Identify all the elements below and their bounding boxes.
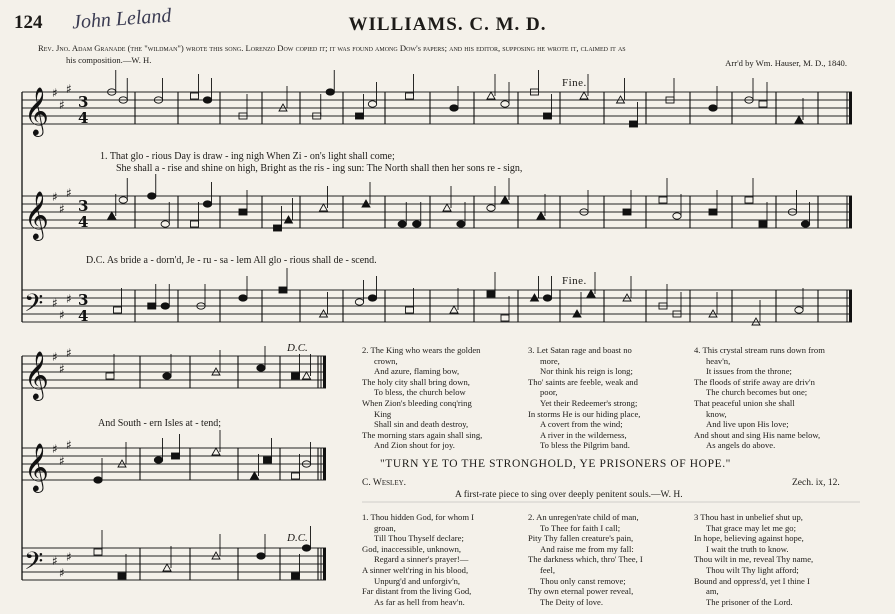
note-head	[251, 472, 259, 479]
treble-clef-icon: 𝄞	[24, 350, 49, 399]
bass-clef-icon: 𝄢	[24, 289, 44, 324]
verse-3: 3. Let Satan rage and boast no more, Nor think his reign is long; Tho' saints are feeble, weak and poor, Yet their Redeemer's strong; In storms He is our hiding place, A covert from the wind; A river in the wilderness, To bless the Pilgrim band.	[528, 345, 641, 451]
note-head	[443, 204, 451, 211]
note-head	[292, 573, 300, 579]
note-head	[279, 104, 287, 111]
note-head	[191, 221, 199, 227]
note-head	[239, 209, 247, 215]
sharp-icon: ♯	[59, 454, 65, 468]
sharp-icon: ♯	[52, 442, 58, 456]
note-head	[94, 549, 102, 555]
note-head	[501, 101, 509, 107]
note-head	[356, 113, 364, 119]
note-head	[801, 221, 809, 227]
note-head	[355, 299, 363, 305]
note-head	[119, 197, 127, 203]
time-signature-top: 3	[78, 291, 89, 309]
page-number: 124	[14, 12, 43, 33]
note-head	[320, 310, 328, 317]
note-head	[163, 564, 171, 571]
time-signature-bottom: 4	[78, 307, 89, 325]
note-head	[118, 573, 126, 579]
note-head	[759, 221, 767, 227]
note-head	[745, 197, 753, 203]
note-head	[398, 221, 406, 227]
sharp-icon: ♯	[59, 308, 65, 322]
sharp-icon: ♯	[52, 190, 58, 204]
treble-clef-icon: 𝄞	[24, 442, 49, 491]
sharp-icon: ♯	[52, 350, 58, 364]
note-head	[543, 295, 551, 301]
sharp-icon: ♯	[66, 82, 72, 96]
note-head	[752, 318, 760, 325]
note-head	[212, 368, 220, 375]
note-head	[279, 287, 287, 293]
note-head	[487, 291, 495, 297]
note-head	[413, 221, 421, 227]
hymn2-verse-2: 2. An unregen'rate child of man, To Thee for faith I call; Pity Thy fallen creature's pain, And raise me from my fall: The darkness which, thro' Thee, I feel, Thou only canst remove; Thy own eternal power reveal, The Deity of love.	[528, 512, 643, 607]
note-head	[544, 113, 552, 119]
fine-marker-bass: Fine.	[562, 275, 587, 287]
lyric-line-2: She shall a - rise and shine on high, Bright as the ris - ing sun: The North shall then her sons re - sign,	[116, 163, 523, 174]
treble-clef-icon: 𝄞	[24, 86, 49, 135]
note-head	[673, 213, 681, 219]
note-head	[285, 216, 293, 223]
note-head	[148, 193, 156, 199]
note-head	[172, 453, 180, 459]
sharp-icon: ♯	[59, 362, 65, 376]
note-head	[161, 221, 169, 227]
sharp-icon: ♯	[52, 86, 58, 100]
sharp-icon: ♯	[52, 554, 58, 568]
note-head	[623, 294, 631, 301]
note-head	[154, 457, 162, 463]
note-head	[587, 290, 595, 297]
verse-2: 2. The King who wears the golden crown, And azure, flaming bow, The holy city shall bring down, To bless, the church below When Zion's bleeding conq'ring King Shall sin and death destroy, The morning stars again shall sing, And Zion shout for joy.	[362, 345, 483, 451]
note-head	[148, 303, 156, 309]
note-head	[659, 197, 667, 203]
note-head	[531, 294, 539, 301]
credit-line-1: Rev. Jno. Adam Granade (the "wildman") wrote this song. Lorenzo Dow copied it; it was found among Dow's papers; and his editor, supposing he wrote it, claimed it as	[38, 43, 626, 53]
note-head	[163, 373, 171, 379]
hymn-title: WILLIAMS. C. M. D.	[348, 14, 547, 35]
sharp-icon: ♯	[66, 186, 72, 200]
note-head	[320, 204, 328, 211]
note-head	[362, 200, 370, 207]
note-head	[759, 101, 767, 107]
hymn2-verse-1: 1. Thou hidden God, for whom I groan, Till Thou Thyself declare; God, inaccessible, unknown, Regard a sinner's prayer!— A sinner welt'ring in his blood, Unpurg'd and unforgiv'n, Far distant from the living God, As far as hell from heav'n.	[362, 512, 475, 607]
handwritten-signature: John Leland	[71, 4, 173, 34]
sharp-icon: ♯	[52, 296, 58, 310]
note-head	[274, 225, 282, 231]
sharp-icon: ♯	[66, 346, 72, 360]
note-head	[450, 306, 458, 313]
dc-marker-bass: D.C.	[287, 532, 308, 544]
hymn2-verse-3: 3 Thou hast in unbelief shut up, That grace may let me go; In hope, believing against hope, I wait the truth to know. Thou wilt in me, reveal Thy name, Thou wilt Thy light afford; Bound and oppress'd, yet I thine I am, The prisoner of the Lord.	[694, 512, 814, 607]
lyric-line-4: And South - ern Isles at - tend;	[98, 418, 222, 429]
note-head	[114, 307, 122, 313]
sharp-icon: ♯	[66, 550, 72, 564]
note-head	[212, 448, 220, 455]
note-head	[303, 372, 311, 379]
note-head	[203, 201, 211, 207]
dc-marker-treble: D.C.	[287, 342, 308, 354]
note-head	[292, 373, 300, 379]
note-head	[302, 545, 310, 551]
note-head	[501, 315, 509, 321]
sharp-icon: ♯	[66, 292, 72, 306]
note-head	[623, 209, 631, 215]
treble-clef-icon: 𝄞	[24, 190, 49, 239]
note-head	[450, 105, 458, 111]
note-head	[118, 460, 126, 467]
note-head	[617, 96, 625, 103]
bass-clef-icon: 𝄢	[24, 547, 44, 582]
note-head	[108, 212, 116, 219]
note-head	[487, 205, 495, 211]
sharp-icon: ♯	[59, 98, 65, 112]
note-head	[264, 457, 272, 463]
note-head	[257, 553, 265, 559]
fine-marker-top: Fine.	[562, 77, 587, 89]
second-hymn-description: A first-rate piece to sing over deeply penitent souls.—W. H.	[455, 490, 683, 500]
note-head	[406, 307, 414, 313]
time-signature-top: 3	[78, 197, 89, 215]
note-head	[709, 310, 717, 317]
note-head	[326, 89, 334, 95]
sharp-icon: ♯	[59, 566, 65, 580]
note-head	[795, 116, 803, 123]
note-head	[795, 307, 803, 313]
note-head	[573, 310, 581, 317]
note-head	[487, 92, 495, 99]
note-head	[630, 121, 638, 127]
note-head	[709, 209, 717, 215]
note-head	[161, 303, 169, 309]
note-head	[580, 92, 588, 99]
note-head	[106, 373, 114, 379]
note-head	[537, 212, 545, 219]
time-signature-bottom: 4	[78, 213, 89, 231]
note-head	[94, 477, 102, 483]
lyric-line-1: 1. That glo - rious Day is draw - ing nigh When Zi - on's light shall come;	[100, 151, 395, 162]
note-head	[501, 196, 509, 203]
arranger-credit: Arr'd by Wm. Hauser, M. D., 1840.	[725, 58, 847, 68]
sharp-icon: ♯	[66, 438, 72, 452]
note-head	[203, 97, 211, 103]
verse-4: 4. This crystal stream runs down from heav'n, It issues from the throne; The floods of strife away are driv'n The church becomes but one; That peaceful union she shall know, And live upon His love; And shout and sing His name below, As angels do above.	[694, 345, 825, 451]
note-head	[257, 365, 265, 371]
note-head	[212, 552, 220, 559]
second-hymn-heading: "TURN YE TO THE STRONGHOLD, YE PRISONERS OF HOPE."	[380, 458, 731, 470]
note-head	[368, 101, 376, 107]
sharp-icon: ♯	[59, 202, 65, 216]
note-head	[368, 295, 376, 301]
second-hymn-author: C. Wesley.	[362, 478, 407, 488]
lyric-line-3: D.C. As bride a - dorn'd, Je - ru - sa - lem All glo - rious shall de - scend.	[86, 255, 377, 266]
note-head	[709, 105, 717, 111]
time-signature-bottom: 4	[78, 109, 89, 127]
note-head	[457, 221, 465, 227]
note-head	[406, 93, 414, 99]
note-head	[292, 473, 300, 479]
note-head	[239, 295, 247, 301]
scripture-reference: Zech. ix, 12.	[792, 478, 840, 488]
credit-line-2: his composition.—W. H.	[66, 55, 152, 65]
time-signature-top: 3	[78, 93, 89, 111]
note-head	[191, 93, 199, 99]
